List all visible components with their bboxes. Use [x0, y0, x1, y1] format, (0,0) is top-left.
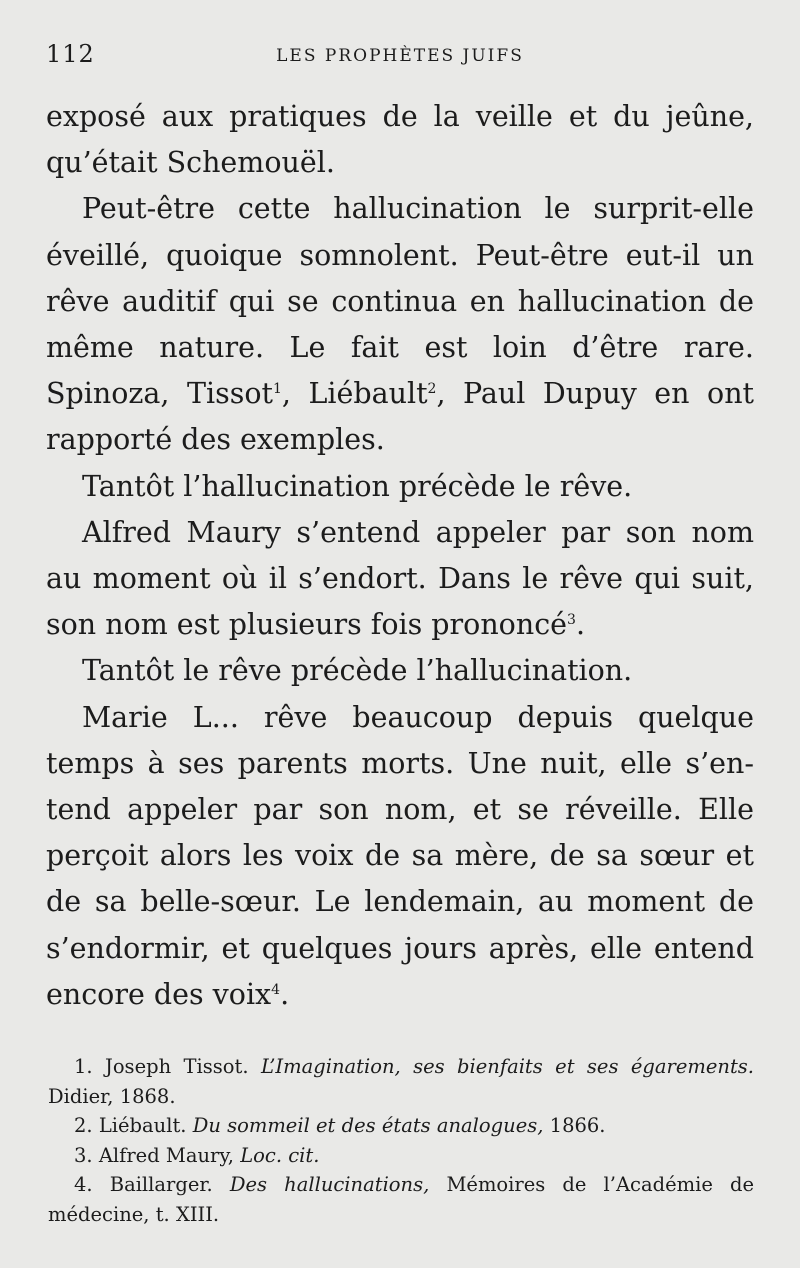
paragraph-2-text-a: Peut-être cette hallucination le surprit-elle éveillé, quoique somnolent. Peut-être eut-il un rêve auditif qui se continua en hallucination de même nature. Le fait est loin d’être rare. Spinoza, Tissot — [46, 192, 754, 411]
page-number: 112 — [46, 40, 95, 68]
paragraph-6-text-b: . — [280, 977, 290, 1011]
paragraph-3: Tantôt l’hallucination précède le rêve. — [82, 469, 633, 503]
paragraph-6 — [46, 695, 754, 1018]
paragraph-5: Tantôt le rêve précède l’hallucination. — [82, 654, 633, 688]
footnote-author: Alfred Maury, — [98, 1143, 234, 1167]
footnote-number: 2. — [74, 1114, 93, 1137]
paragraph-4 — [46, 510, 754, 649]
footnote-author: Baillarger. — [109, 1173, 213, 1196]
paragraph-4-text-a: Alfred Maury s’entend appeler par son nom au moment où il s’endort. Dans le rêve qui suit, son nom est plusieurs fois prononcé — [46, 515, 754, 642]
footnote-2 — [48, 1111, 754, 1141]
footnote-ref-4: 4 — [271, 981, 281, 998]
paragraph-2-text-b: , Liébault — [281, 377, 428, 411]
footnote-ref-1: 1 — [272, 381, 282, 398]
footnote-title: L’Imagination, ses bienfaits et ses égarements. — [260, 1055, 754, 1078]
paragraph-2-text-c: , Paul Dupuy en ont rapporté des exemples. — [46, 377, 755, 457]
footnote-ref-2: 2 — [427, 381, 437, 398]
paragraph-1: exposé aux pratiques de la veille et du jeûne, qu’était Schemouël. — [46, 100, 754, 180]
footnote-ref-3: 3 — [567, 612, 576, 629]
running-title: LES PROPHÈTES JUIFS — [276, 46, 524, 66]
footnote-title: Loc. cit. — [240, 1143, 320, 1167]
body-text — [46, 94, 754, 1018]
footnote-author: Joseph Tissot. — [105, 1055, 249, 1078]
footnotes — [48, 1052, 754, 1229]
footnote-details: Didier, 1868. — [48, 1084, 176, 1108]
paragraph-4-text-b: . — [575, 608, 585, 642]
footnote-details: 1866. — [549, 1114, 606, 1137]
footnote-author: Liébault. — [98, 1114, 187, 1137]
paragraph-6-text-a: Marie L... rêve beaucoup depuis quelque temps à ses parents morts. Une nuit, elle s’entend appeler par son nom, et se réveille. Elle perçoit alors les voix de sa mère, de sa sœur et de sa belle-sœur. Le lendemain, au moment de s’endormir, et quelques jours après, elle entend encore des voix — [46, 700, 754, 1011]
paragraph-2 — [46, 186, 754, 463]
footnote-number: 4. — [74, 1173, 93, 1196]
footnote-3 — [48, 1141, 754, 1171]
page-header — [46, 40, 754, 76]
footnote-1 — [48, 1052, 754, 1111]
footnote-title: Du sommeil et des états analogues, — [192, 1114, 544, 1137]
footnote-title: Des hallucinations, — [229, 1173, 430, 1196]
footnote-number: 1. — [74, 1055, 93, 1078]
footnote-number: 3. — [74, 1143, 93, 1167]
footnote-4 — [48, 1170, 754, 1229]
footnote-details: Mémoires de l’Académie de médecine, t. XIII. — [48, 1173, 755, 1226]
